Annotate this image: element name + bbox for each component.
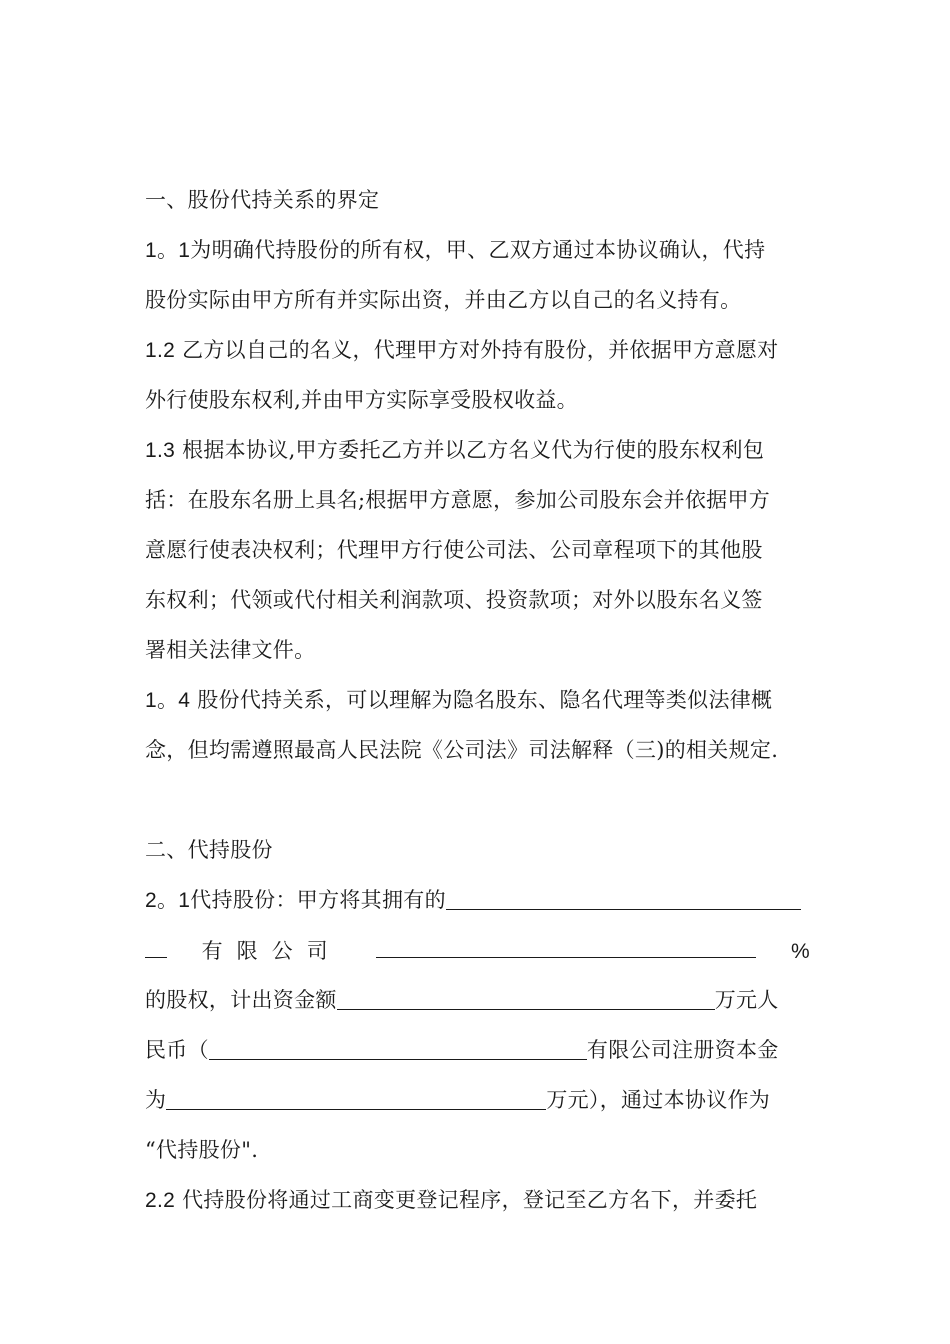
percent-sign: % xyxy=(791,940,810,963)
fill-in-blank-registered-company[interactable] xyxy=(209,1037,587,1060)
clause-number: 1。1 xyxy=(145,239,191,262)
clause-2-1-line-6: “代持股份". xyxy=(145,1138,259,1162)
fill-in-blank-capital-amount[interactable] xyxy=(337,987,715,1010)
section-2-heading: 二、代持股份 xyxy=(145,838,273,862)
clause-2-1-line-5: 为 万元），通过本协议作为 xyxy=(145,1088,771,1112)
clause-2-1-line-2: 有限公司 % xyxy=(145,935,810,967)
clause-number: 2.2 xyxy=(145,1189,176,1212)
clause-2-1-line-1: 2。1代持股份：甲方将其拥有的 xyxy=(145,885,810,916)
fill-in-blank-registered-capital[interactable] xyxy=(166,1087,546,1110)
clause-1-4-line-1: 1。4 股份代持关系，可以理解为隐名股东、隐名代理等类似法律概 xyxy=(145,688,773,712)
clause-number: 1。4 xyxy=(145,689,191,712)
clause-1-3-line-4: 东权利；代领或代付相关利润款项、投资款项；对外以股东名义签 xyxy=(145,588,763,612)
clause-1-4-line-2: 念，但均需遵照最高人民法院《公司法》司法解释（三)的相关规定. xyxy=(145,738,779,762)
clause-1-3-line-2: 括：在股东名册上具名;根据甲方意愿，参加公司股东会并依据甲方 xyxy=(145,488,771,512)
clause-1-1-line-2: 股份实际由甲方所有并实际出资，并由乙方以自己的名义持有。 xyxy=(145,288,742,312)
fill-in-blank-shares[interactable] xyxy=(446,887,801,910)
clause-number: 1.3 xyxy=(145,439,176,462)
clause-1-3-line-3: 意愿行使表决权利；代理甲方行使公司法、公司章程项下的其他股 xyxy=(145,538,763,562)
clause-1-1-line-1: 1。1为明确代持股份的所有权，甲、乙双方通过本协议确认，代持 xyxy=(145,238,766,262)
fill-in-blank-company-name[interactable] xyxy=(376,935,756,958)
fill-in-blank-company-tail[interactable] xyxy=(145,935,167,958)
section-1-heading: 一、股份代持关系的界定 xyxy=(145,188,380,212)
clause-1-2-line-2: 外行使股东权利,并由甲方实际享受股权收益。 xyxy=(145,388,578,412)
clause-1-3-line-1: 1.3 根据本协议,甲方委托乙方并以乙方名义代为行使的股东权利包 xyxy=(145,438,765,462)
clause-2-1-line-3: 的股权，计出资金额 万元人 xyxy=(145,988,779,1012)
clause-1-2-line-1: 1.2 乙方以自己的名义，代理甲方对外持有股份，并依据甲方意愿对 xyxy=(145,338,779,362)
clause-number: 1.2 xyxy=(145,339,176,362)
clause-2-2-line-1: 2.2 代持股份将通过工商变更登记程序，登记至乙方名下，并委托 xyxy=(145,1188,758,1212)
clause-number: 2。1 xyxy=(145,889,191,912)
clause-2-1-line-4: 民币（ 有限公司注册资本金 xyxy=(145,1038,779,1062)
clause-1-3-line-5: 署相关法律文件。 xyxy=(145,638,316,662)
